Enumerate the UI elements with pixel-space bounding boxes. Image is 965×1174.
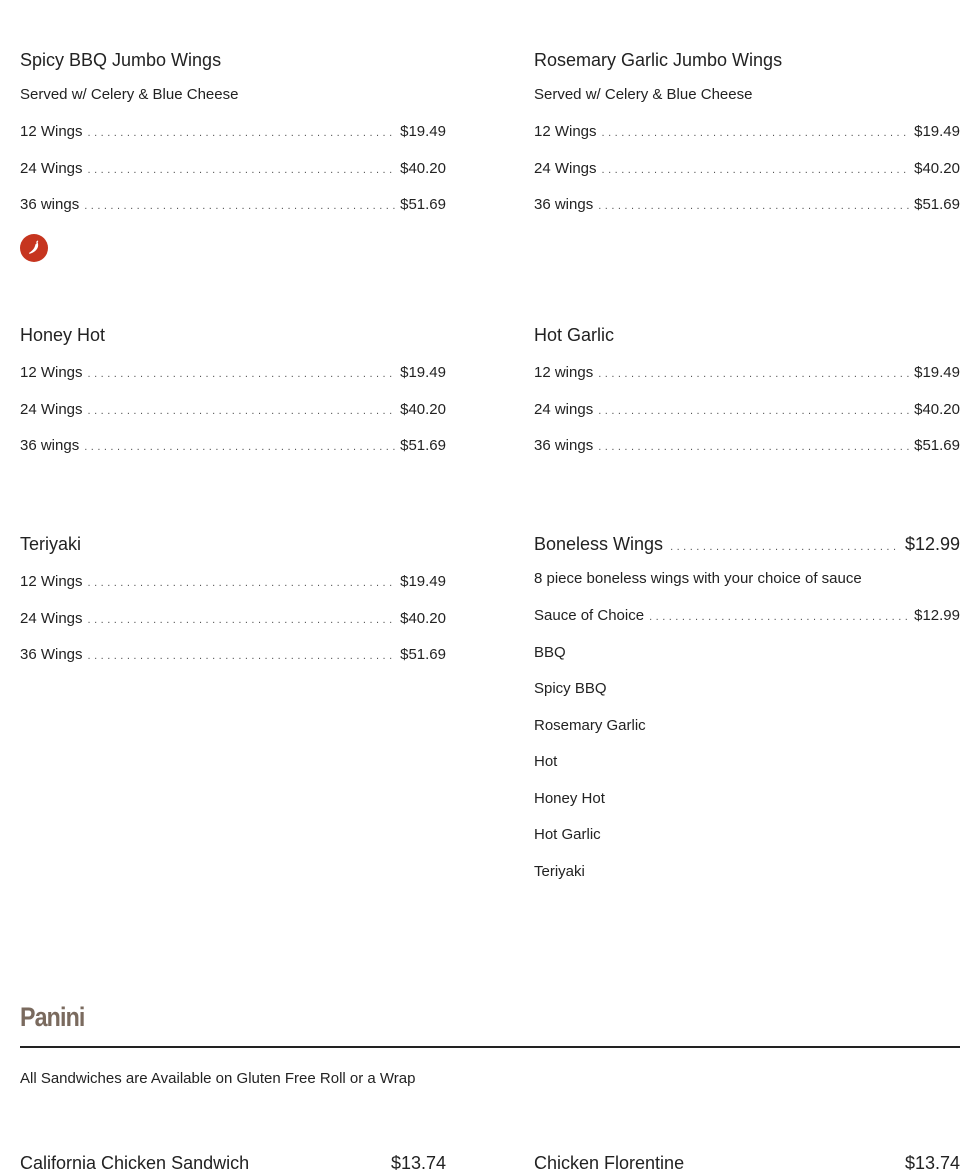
option-label: 24 Wings xyxy=(20,400,83,418)
dot-leader xyxy=(598,365,909,379)
item-price: $12.99 xyxy=(904,534,960,554)
option-price: $12.99 xyxy=(914,607,960,624)
option-label: 24 Wings xyxy=(20,159,83,177)
option-label: 24 Wings xyxy=(20,609,83,627)
dot-leader xyxy=(88,161,396,175)
sauce-option[interactable]: Teriyaki xyxy=(534,862,585,880)
sauce-option[interactable]: Rosemary Garlic xyxy=(534,716,646,734)
menu-item-california-chicken-sandwich xyxy=(20,1152,446,1174)
option-label: 36 wings xyxy=(534,196,594,213)
price-option-row[interactable] xyxy=(534,364,960,382)
dot-leader xyxy=(88,402,396,416)
dot-leader xyxy=(88,611,396,625)
item-description: Served w/ Celery & Blue Cheese xyxy=(534,86,753,103)
option-price: $51.69 xyxy=(914,437,960,454)
option-label: 36 wings xyxy=(534,437,594,454)
dot-leader xyxy=(84,438,395,452)
price-option-row[interactable] xyxy=(534,607,960,625)
price-option-row[interactable] xyxy=(20,123,446,141)
option-label: 12 Wings xyxy=(534,123,597,140)
item-description: 8 piece boneless wings with your choice of sauce xyxy=(534,570,862,587)
menu-item-teriyaki xyxy=(20,533,446,664)
option-label: 12 Wings xyxy=(20,364,83,381)
item-title: Chicken Florentine xyxy=(534,1153,685,1173)
sauce-option[interactable]: BBQ xyxy=(534,643,566,661)
item-title: Honey Hot xyxy=(20,325,106,345)
item-title: Hot Garlic xyxy=(534,325,615,345)
dot-leader xyxy=(84,197,395,211)
item-price: $13.74 xyxy=(904,1153,960,1173)
item-title: Teriyaki xyxy=(20,534,82,554)
item-title: California Chicken Sandwich xyxy=(20,1153,250,1173)
menu-item-hot-garlic xyxy=(534,324,960,455)
menu-item-spicy-bbq-jumbo-wings xyxy=(20,49,446,262)
price-option-row[interactable] xyxy=(20,646,446,664)
dot-leader xyxy=(88,647,396,661)
item-title: Boneless Wings xyxy=(534,534,664,554)
option-price: $19.49 xyxy=(400,123,446,140)
sauce-option[interactable]: Hot xyxy=(534,753,558,770)
price-option-row[interactable] xyxy=(20,364,446,382)
menu-item-honey-hot xyxy=(20,324,446,455)
option-price: $40.20 xyxy=(400,609,446,627)
dot-leader xyxy=(88,365,396,379)
item-title: Spicy BBQ Jumbo Wings xyxy=(20,50,222,70)
price-option-row[interactable] xyxy=(534,401,960,419)
price-option-row[interactable] xyxy=(20,437,446,455)
price-option-row[interactable] xyxy=(534,437,960,455)
price-option-row[interactable] xyxy=(20,573,446,591)
dot-leader xyxy=(649,608,909,622)
dot-leader xyxy=(602,161,910,175)
menu-item-boneless-wings xyxy=(534,533,960,881)
option-label: 36 wings xyxy=(20,196,80,213)
option-label: 36 wings xyxy=(20,437,80,454)
option-price: $19.49 xyxy=(400,573,446,590)
dot-leader xyxy=(602,124,910,138)
sauce-option[interactable]: Hot Garlic xyxy=(534,826,601,843)
item-title: Rosemary Garlic Jumbo Wings xyxy=(534,50,783,70)
price-option-row[interactable] xyxy=(20,610,446,628)
option-label: 12 Wings xyxy=(20,123,83,140)
option-price: $40.20 xyxy=(914,159,960,177)
dot-leader xyxy=(598,197,909,211)
option-label: 24 Wings xyxy=(534,159,597,177)
price-option-row[interactable] xyxy=(534,123,960,141)
menu-item-chicken-florentine xyxy=(534,1152,960,1174)
option-price: $40.20 xyxy=(400,400,446,418)
option-price: $40.20 xyxy=(400,159,446,177)
option-price: $51.69 xyxy=(400,646,446,663)
dot-leader xyxy=(670,536,898,550)
dot-leader xyxy=(598,402,909,416)
price-option-row[interactable] xyxy=(20,196,446,214)
option-price: $51.69 xyxy=(914,196,960,213)
price-option-row[interactable] xyxy=(20,160,446,178)
option-label: 36 Wings xyxy=(20,646,83,663)
item-price: $13.74 xyxy=(390,1153,446,1173)
price-option-row[interactable] xyxy=(20,401,446,419)
option-price: $51.69 xyxy=(400,437,446,454)
item-title-row[interactable] xyxy=(534,533,960,555)
option-label: 12 wings xyxy=(534,364,594,381)
price-option-row[interactable] xyxy=(534,160,960,178)
chili-pepper-icon xyxy=(20,234,48,262)
sauce-option[interactable]: Honey Hot xyxy=(534,789,605,807)
item-description: Served w/ Celery & Blue Cheese xyxy=(20,86,239,103)
option-price: $51.69 xyxy=(400,196,446,213)
dot-leader xyxy=(598,438,909,452)
sauce-option[interactable]: Spicy BBQ xyxy=(534,680,607,697)
item-title-row[interactable] xyxy=(534,1152,960,1174)
option-label: 24 wings xyxy=(534,400,594,418)
dot-leader xyxy=(88,574,396,588)
dot-leader xyxy=(88,124,396,138)
option-price: $19.49 xyxy=(914,364,960,381)
option-price: $19.49 xyxy=(914,123,960,140)
section-divider xyxy=(20,1046,960,1048)
option-price: $19.49 xyxy=(400,364,446,381)
option-price: $40.20 xyxy=(914,400,960,418)
option-label: 12 Wings xyxy=(20,573,83,590)
section-heading-panini: Panini xyxy=(20,1002,85,1032)
menu-item-rosemary-garlic-jumbo-wings xyxy=(534,49,960,214)
item-title-row[interactable] xyxy=(20,1152,446,1174)
section-note: All Sandwiches are Available on Gluten Free Roll or a Wrap xyxy=(20,1070,416,1087)
option-label: Sauce of Choice xyxy=(534,607,645,624)
price-option-row[interactable] xyxy=(534,196,960,214)
